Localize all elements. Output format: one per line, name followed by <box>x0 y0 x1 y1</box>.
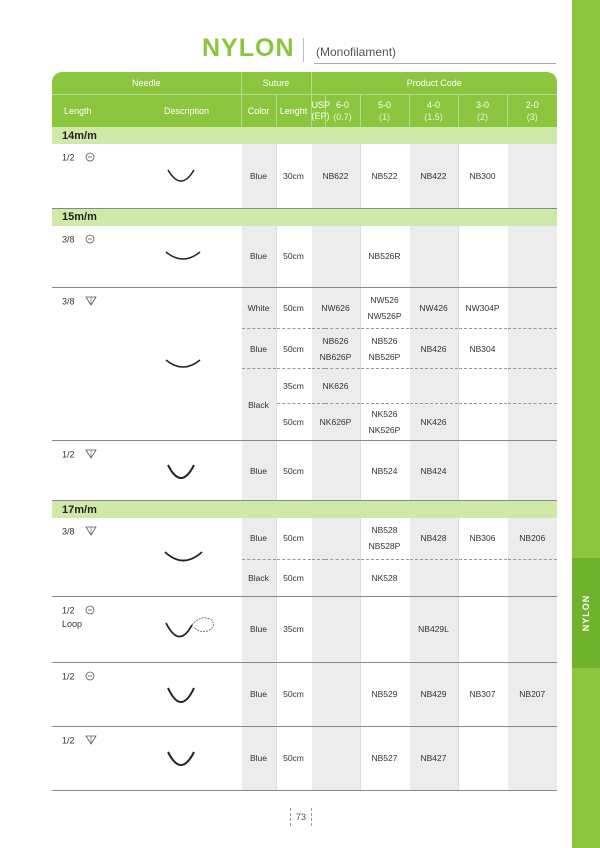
three-eighths-needle-icon <box>162 248 206 264</box>
three-eighths-needle-icon <box>162 356 206 372</box>
suture-length: 35cm <box>276 596 311 662</box>
suture-color: Blue <box>241 144 276 208</box>
code-5-0: NK526 NK526P <box>360 404 409 441</box>
code-2-0: NB206 <box>507 518 557 559</box>
code-4-0: NB428 <box>409 518 458 559</box>
table-row <box>52 726 557 790</box>
code-5-0 <box>360 369 409 404</box>
three-eighths-needle-icon <box>162 549 206 565</box>
suture-color: Blue <box>241 726 276 790</box>
code-2-0 <box>507 329 557 369</box>
needle-length: 1/2 <box>62 670 75 681</box>
code-6-0: NW626 <box>311 288 360 329</box>
section-row <box>52 127 557 144</box>
suture-length: 35cm <box>276 369 311 404</box>
code-3-0 <box>458 404 507 441</box>
section-label: 14m/m <box>52 127 557 144</box>
code-4-0 <box>409 559 458 596</box>
size-header-3-0: 3-0 (2) <box>458 95 507 128</box>
suture-length: 50cm <box>276 288 311 329</box>
code-3-0: NW304P <box>458 288 507 329</box>
round-body-icon <box>85 671 95 683</box>
code-6-0 <box>311 226 360 288</box>
suture-color: Blue <box>241 596 276 662</box>
reverse-cutting-icon <box>85 735 97 747</box>
reverse-cutting-icon <box>85 526 97 538</box>
half-circle-needle-icon <box>162 750 202 770</box>
code-5-0: NB526R <box>360 226 409 288</box>
needle-cell <box>52 441 241 501</box>
code-3-0 <box>458 226 507 288</box>
needle-cell <box>52 226 241 288</box>
code-2-0 <box>507 596 557 662</box>
code-6-0 <box>311 726 360 790</box>
code-6-0 <box>311 596 360 662</box>
needle-length: 3/8 <box>62 233 75 244</box>
section-label: 17m/m <box>52 501 557 519</box>
needle-header: Needle <box>52 72 241 95</box>
code-3-0: NB307 <box>458 662 507 726</box>
code-6-0 <box>311 441 360 501</box>
title-separator <box>303 38 304 62</box>
length-header: Length <box>64 106 92 116</box>
code-5-0: NB526 NB526P <box>360 329 409 369</box>
code-2-0 <box>507 726 557 790</box>
product-code-header: Product Code <box>311 72 557 95</box>
needle-cell <box>52 288 241 441</box>
code-3-0: NB300 <box>458 144 507 208</box>
code-2-0 <box>507 559 557 596</box>
suture-color: White <box>241 288 276 329</box>
lenght-header: Lenght <box>276 95 311 128</box>
needle-cell <box>52 726 241 790</box>
code-6-0 <box>311 559 360 596</box>
needle-length: 3/8 <box>62 296 75 307</box>
suture-length: 50cm <box>276 404 311 441</box>
code-4-0: NB426 <box>409 329 458 369</box>
table-row <box>52 441 557 501</box>
side-tab-label: NYLON <box>581 594 591 632</box>
code-6-0: NK626P <box>311 404 360 441</box>
suture-length: 50cm <box>276 329 311 369</box>
code-3-0 <box>458 441 507 501</box>
page-subtitle: (Monofilament) <box>316 45 397 59</box>
needle-length: 1/2 <box>62 604 75 615</box>
code-4-0 <box>409 369 458 404</box>
table-row <box>52 518 557 559</box>
code-4-0: NB422 <box>409 144 458 208</box>
code-5-0: NW526 NW526P <box>360 288 409 329</box>
code-6-0 <box>311 518 360 559</box>
suture-color: Blue <box>241 441 276 501</box>
header-row-sub <box>52 95 557 128</box>
needle-length: 1/2 <box>62 449 75 460</box>
half-circle-needle-icon <box>162 686 202 708</box>
size-header-2-0: 2-0 (3) <box>507 95 557 128</box>
looped-needle-icon <box>162 615 222 643</box>
code-5-0: NK528 <box>360 559 409 596</box>
needle-length: 3/8 <box>62 526 75 537</box>
code-6-0 <box>311 662 360 726</box>
code-4-0 <box>409 226 458 288</box>
needle-length: 1/2 <box>62 734 75 745</box>
code-2-0 <box>507 288 557 329</box>
suture-length: 50cm <box>276 559 311 596</box>
suture-color: Blue <box>241 662 276 726</box>
code-4-0: NK426 <box>409 404 458 441</box>
suture-color: Blue <box>241 329 276 369</box>
size-header-6-0: 6-0 (0.7) <box>325 95 360 128</box>
round-body-icon <box>85 234 95 246</box>
suture-header: Suture <box>241 72 311 95</box>
code-2-0 <box>507 144 557 208</box>
side-tab <box>572 558 600 668</box>
code-5-0: NB528 NB528P <box>360 518 409 559</box>
reverse-cutting-icon <box>85 296 97 308</box>
section-label: 15m/m <box>52 208 557 226</box>
code-3-0 <box>458 369 507 404</box>
suture-length: 30cm <box>276 144 311 208</box>
table-row <box>52 596 557 662</box>
code-4-0: NB427 <box>409 726 458 790</box>
page-title: NYLON <box>202 34 295 62</box>
needle-subheader <box>52 95 241 128</box>
code-4-0: NW426 <box>409 288 458 329</box>
round-body-icon <box>85 605 95 617</box>
needle-cell <box>52 518 241 596</box>
code-3-0: NB306 <box>458 518 507 559</box>
section-row <box>52 501 557 519</box>
suture-length: 50cm <box>276 441 311 501</box>
code-4-0: NB429 <box>409 662 458 726</box>
code-2-0 <box>507 226 557 288</box>
needle-cell <box>52 662 241 726</box>
sidebar-strip <box>572 0 600 848</box>
suture-length: 50cm <box>276 726 311 790</box>
size-header-5-0: 5-0 (1) <box>360 95 409 128</box>
page-number: 73 <box>290 808 312 826</box>
code-3-0 <box>458 559 507 596</box>
section-row <box>52 208 557 226</box>
loop-label: Loop <box>62 618 83 629</box>
size-header-4-0: 4-0 (1.5) <box>409 95 458 128</box>
suture-length: 50cm <box>276 518 311 559</box>
code-2-0 <box>507 441 557 501</box>
code-3-0 <box>458 726 507 790</box>
table-row <box>52 662 557 726</box>
suture-length: 50cm <box>276 662 311 726</box>
code-2-0: NB207 <box>507 662 557 726</box>
code-6-0: NB626 NB626P <box>311 329 360 369</box>
table-row <box>52 144 557 208</box>
suture-color: Blue <box>241 226 276 288</box>
color-header: Color <box>241 95 276 128</box>
table-row <box>52 226 557 288</box>
code-5-0: NB529 <box>360 662 409 726</box>
title-rule <box>314 63 556 64</box>
needle-cell <box>52 144 241 208</box>
code-4-0: NB424 <box>409 441 458 501</box>
code-3-0 <box>458 596 507 662</box>
code-3-0: NB304 <box>458 329 507 369</box>
code-2-0 <box>507 404 557 441</box>
suture-color: Blue <box>241 518 276 559</box>
code-4-0: NB429L <box>409 596 458 662</box>
suture-color: Black <box>241 559 276 596</box>
suture-length: 50cm <box>276 226 311 288</box>
description-header: Description <box>164 106 210 116</box>
code-6-0: NK626 <box>311 369 360 404</box>
code-6-0: NB622 <box>311 144 360 208</box>
code-5-0: NB524 <box>360 441 409 501</box>
header-row-top <box>52 72 557 95</box>
product-table <box>52 72 557 791</box>
suture-color: Black <box>241 369 276 441</box>
code-2-0 <box>507 369 557 404</box>
table-row <box>52 288 557 329</box>
round-body-icon <box>85 152 95 164</box>
needle-cell <box>52 596 241 662</box>
half-circle-needle-icon <box>162 463 202 483</box>
code-5-0 <box>360 596 409 662</box>
code-5-0: NB527 <box>360 726 409 790</box>
code-5-0: NB522 <box>360 144 409 208</box>
needle-length: 1/2 <box>62 152 75 163</box>
reverse-cutting-icon <box>85 449 97 461</box>
usp-ep-header: USP (EP) <box>311 95 325 128</box>
half-circle-needle-icon <box>162 168 202 186</box>
